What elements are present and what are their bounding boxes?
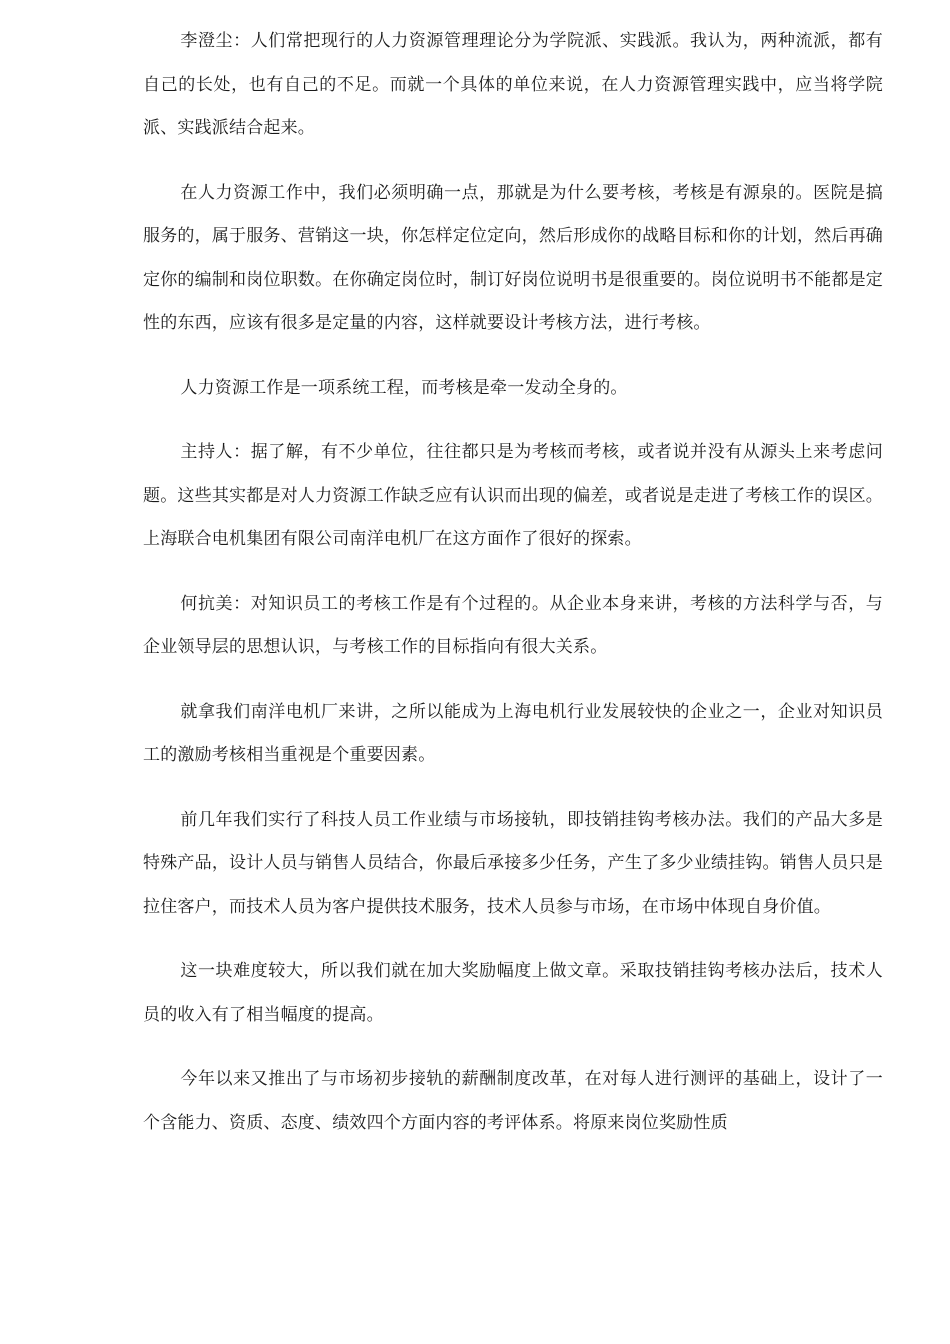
paragraph-7: 前几年我们实行了科技人员工作业绩与市场接轨，即技销挂钩考核办法。我们的产品大多是特殊产品，设计人员与销售人员结合，你最后承接多少任务，产生了多少业绩挂钩。销售人员只是拉住客户，而技术人员为客户提供技术服务，技术人员参与市场，在市场中体现自身价值。 (143, 809, 883, 917)
paragraph-5: 何抗美：对知识员工的考核工作是有个过程的。从企业本身来讲，考核的方法科学与否，与企业领导层的思想认识，与考核工作的目标指向有很大关系。 (143, 593, 883, 657)
paragraph-8: 这一块难度较大，所以我们就在加大奖励幅度上做文章。采取技销挂钩考核办法后，技术人员的收入有了相当幅度的提高。 (143, 961, 883, 1025)
paragraph-6: 就拿我们南洋电机厂来讲，之所以能成为上海电机行业发展较快的企业之一，企业对知识员工的激励考核相当重视是个重要因素。 (143, 701, 883, 765)
paragraph-4: 主持人：据了解，有不少单位，往往都只是为考核而考核，或者说并没有从源头上来考虑问题。这些其实都是对人力资源工作缺乏应有认识而出现的偏差，或者说是走进了考核工作的误区。上海联合电机集团有限公司南洋电机厂在这方面作了很好的探索。 (143, 442, 883, 549)
paragraph-1: 李澄尘：人们常把现行的人力资源管理理论分为学院派、实践派。我认为，两种流派，都有自己的长处，也有自己的不足。而就一个具体的单位来说，在人力资源管理实践中，应当将学院派、实践派结合起来。 (143, 31, 883, 138)
document-body (143, 20, 883, 1166)
paragraph-9: 今年以来又推出了与市场初步接轨的薪酬制度改革，在对每人进行测评的基础上，设计了一个含能力、资质、态度、绩效四个方面内容的考评体系。将原来岗位奖励性质 (143, 1069, 883, 1133)
paragraph-2: 在人力资源工作中，我们必须明确一点，那就是为什么要考核，考核是有源泉的。医院是搞服务的，属于服务、营销这一块，你怎样定位定向，然后形成你的战略目标和你的计划，然后再确定你的编制和岗位职数。在你确定岗位时，制订好岗位说明书是很重要的。岗位说明书不能都是定性的东西，应该有很多是定量的内容，这样就要设计考核方法，进行考核。 (143, 182, 883, 333)
paragraph-3: 人力资源工作是一项系统工程，而考核是牵一发动全身的。 (180, 377, 628, 398)
